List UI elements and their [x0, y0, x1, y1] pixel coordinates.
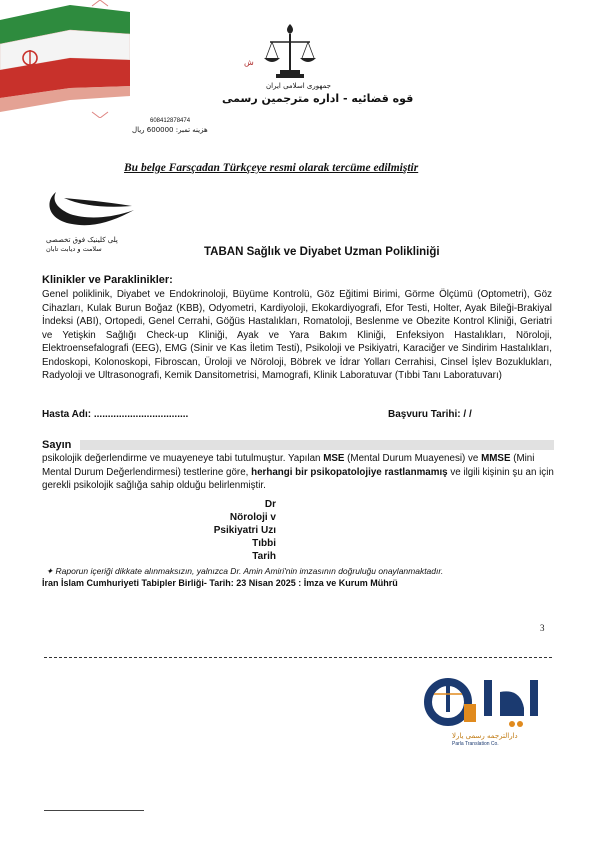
corner-mark: ش: [244, 58, 254, 67]
clinics-list: Genel poliklinik, Diyabet ve Endokrinoloji, Büyüme Kontrolü, Göz Eğitimi Birimi, Görme Ölçümü (Optometri), Göz Cihazları, Kulak Burun Boğaz (KBB), Odyometri, Kardiyoloji, Ekokardiyografi, Efor Testi, Holter, Ayak Bileği-Brakiyal İndeksi (ABI), Ortopedi, Genel Cerrahi, Göğüs Hastalıkları, Romatoloji, Beslenme ve Obezite Kontrol Kliniği, Geriatri ve Yetişkin Sağlığı Check-up Kliniği, Ayak ve Yara Bakım Kliniği, Enfeksiyon Hastalıkları, Nöroloji, Elektroensefalografi (EEG), EMG (Sinir ve Kas İletim Testi), Psikoloji ve Psikiyatri, Karaciğer ve Sindirim Hastalıkları, Endoskopi, Kolonoskopi, Fibroscan, Üroloji ve Nöroloji, Böbrek ve İdrar Yolları Cerrahisi, Cinsel İşlev Bozuklukları, Radyoloji ve Ultrasonografi, Kemik Dansitometrisi, Mamografi, Klinik Laboratuvar (Tıbbi Tanı Laboratuvarı): [42, 289, 552, 381]
verification-note: ✦ Raporun içeriği dikkate alınmaksızın, yalnızca Dr. Amin Amiri'nin imzasının doğruluğu onaylanmaktadır.: [46, 566, 444, 576]
mse-term: MSE: [323, 453, 345, 464]
patient-name-label: Hasta Adı: ..................................: [42, 409, 189, 420]
logo-persian-line-1: پلی کلینیک فوق تخصصی: [46, 236, 118, 244]
finding-text: herhangi bir psikopatolojiye rastlanmamış: [251, 466, 448, 478]
logo-persian-line-2: سلامت و دیابت تابان: [46, 245, 102, 253]
mmse-term: MMSE: [481, 453, 511, 464]
pin-icon: ✦: [46, 566, 54, 576]
report-paragraph: psikolojik değerlendirme ve muayeneye tabi tutulmuştur. Yapılan MSE (Mental Durum Muayenesi) ve MMSE (Mini Mental Durum Değerlendirmesi) testlerine göre, herhangi bir psikopatolojiye rastlanmamış ve ilgili kişinin şu an için gerekli psikolojik sağlığa sahip olduğu belirlenmiştir.: [42, 453, 554, 491]
bottom-rule: [44, 810, 144, 811]
serial-number: 608412878474: [150, 118, 191, 124]
judiciary-line-1: جمهوری اسلامی ایران: [266, 82, 331, 90]
page-mark: 3: [540, 623, 545, 633]
doctor-signature-block: Dr Nöroloji v Psikiyatri Uzı Tıbbi Tarih: [213, 499, 276, 562]
clinic-title: TABAN Sağlık ve Diyabet Uzman Polikliniği: [204, 246, 440, 258]
scales-of-justice-emblem: [262, 22, 318, 80]
application-date-label: Başvuru Tarihi: / /: [388, 409, 472, 420]
footer-line: İran İslam Cumhuriyeti Tabipler Birliği- Tarih: 23 Nisan 2025 : İmza ve Kurum Mührü: [42, 578, 398, 588]
salutation: Sayın: [42, 439, 72, 451]
redacted-patient-name: [80, 440, 554, 450]
translator-name-english: Parla Translation Co.: [452, 741, 499, 747]
yarla-translation-logo: [420, 672, 570, 730]
stamp-fee: هزینه تمبر: 600000 ریال: [132, 126, 208, 134]
clinic-logo-icon: [42, 188, 142, 232]
translator-name-persian: دارالترجمه رسمی یارلا: [452, 732, 518, 740]
dashed-divider: [44, 657, 552, 658]
judiciary-line-2: قوه قضائیه - اداره مترجمین رسمی: [222, 92, 414, 105]
clinics-heading: Klinikler ve Paraklinikler:: [42, 274, 173, 286]
iran-flag-emblem: [0, 0, 130, 118]
translation-declaration: Bu belge Farsçadan Türkçeye resmi olarak tercüme edilmiştir: [124, 162, 419, 174]
